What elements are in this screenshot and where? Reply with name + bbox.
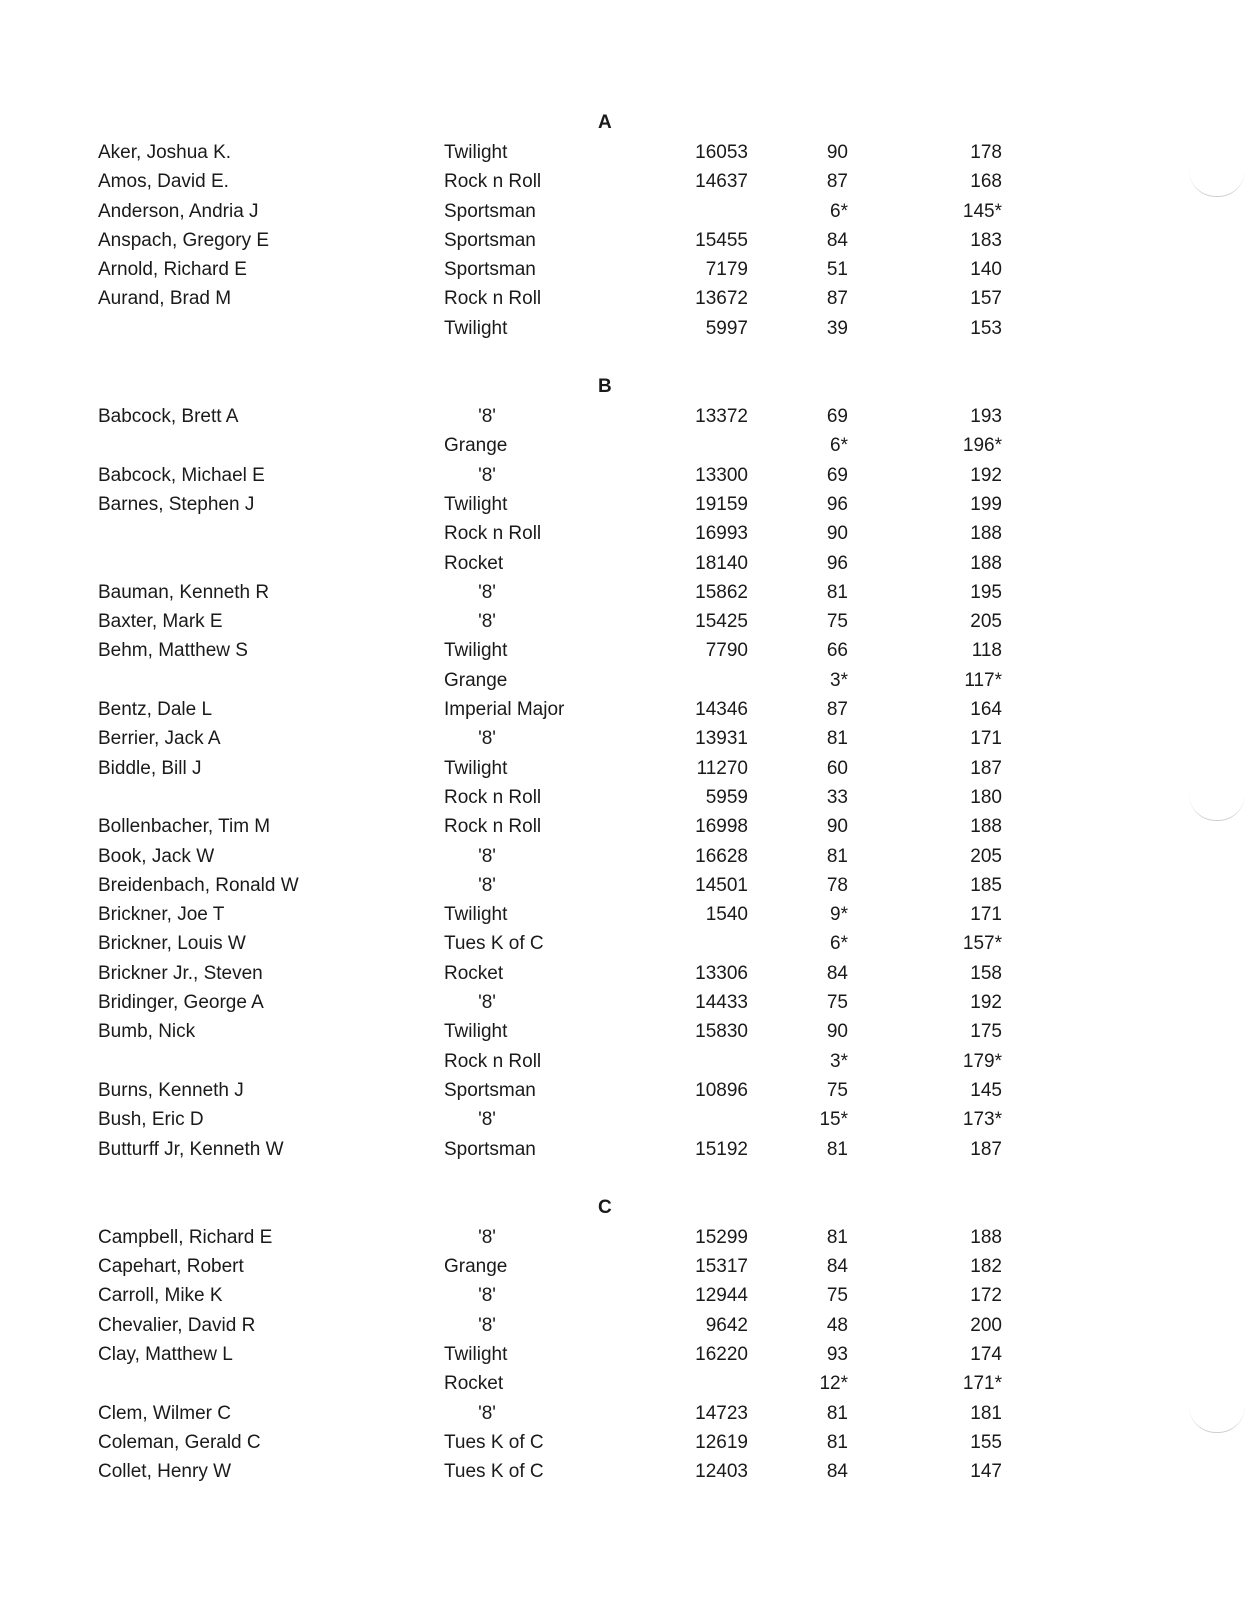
games-count: 90 xyxy=(826,816,848,838)
average: 140 xyxy=(970,259,1002,281)
total-pins: 15455 xyxy=(695,229,748,251)
section-letter: A xyxy=(598,112,612,133)
league-name: '8' xyxy=(478,464,496,486)
games-count: 6* xyxy=(830,200,848,222)
bowler-name: Book, Jack W xyxy=(98,845,215,867)
average: 164 xyxy=(970,699,1002,721)
table-row xyxy=(0,1252,1245,1281)
average: 171 xyxy=(970,904,1002,926)
total-pins: 18140 xyxy=(695,552,748,574)
games-count: 90 xyxy=(826,142,848,163)
league-name: Tues K of C xyxy=(444,1431,544,1453)
average: 173* xyxy=(962,1109,1002,1131)
table-row xyxy=(0,959,1245,988)
average: 180 xyxy=(970,786,1002,808)
average: 157* xyxy=(962,933,1002,955)
games-count: 3* xyxy=(830,669,848,691)
table-row xyxy=(0,666,1245,695)
total-pins: 14637 xyxy=(695,171,748,193)
games-count: 3* xyxy=(830,1050,848,1072)
games-count: 81 xyxy=(826,845,848,867)
bowler-name: Brickner, Louis W xyxy=(98,933,246,955)
average: 118 xyxy=(971,640,1002,662)
average: 157 xyxy=(970,288,1002,310)
total-pins: 14433 xyxy=(695,992,748,1014)
bowler-name: Anderson, Andria J xyxy=(98,200,259,222)
league-name: Rock n Roll xyxy=(444,288,542,310)
bowler-name: Bentz, Dale L xyxy=(98,699,213,721)
league-name: Sportsman xyxy=(444,259,536,281)
games-count: 12* xyxy=(819,1373,848,1395)
league-name: Twilight xyxy=(444,757,508,779)
league-name: Twilight xyxy=(444,1021,508,1043)
bowler-name: Bollenbacher, Tim M xyxy=(98,816,271,838)
table-row xyxy=(0,1076,1245,1105)
bowler-name: Aurand, Brad M xyxy=(98,288,232,310)
average: 200 xyxy=(970,1314,1002,1336)
league-name: Rock n Roll xyxy=(444,786,542,808)
average: 181 xyxy=(970,1402,1002,1424)
bowler-name: Aker, Joshua K. xyxy=(98,142,232,163)
bowler-name: Chevalier, David R xyxy=(98,1314,256,1336)
total-pins: 10896 xyxy=(695,1079,748,1101)
average: 168 xyxy=(970,171,1002,193)
league-name: '8' xyxy=(478,728,496,750)
average: 205 xyxy=(970,845,1002,867)
league-name: '8' xyxy=(478,1285,496,1307)
total-pins: 11270 xyxy=(696,757,748,779)
table-row xyxy=(0,1017,1245,1046)
section-gap xyxy=(0,343,1245,372)
games-count: 75 xyxy=(826,611,848,633)
table-row xyxy=(0,314,1245,343)
total-pins: 9642 xyxy=(705,1314,748,1336)
table-row xyxy=(0,578,1245,607)
games-count: 60 xyxy=(826,757,848,779)
games-count: 75 xyxy=(826,1079,848,1101)
average: 192 xyxy=(970,992,1002,1014)
table-row xyxy=(0,607,1245,636)
total-pins: 15299 xyxy=(695,1226,748,1248)
total-pins: 19159 xyxy=(695,493,748,515)
table-row xyxy=(0,1428,1245,1457)
games-count: 96 xyxy=(826,493,848,515)
bowler-name: Carroll, Mike K xyxy=(98,1285,223,1307)
section-a xyxy=(0,108,1245,372)
total-pins: 15317 xyxy=(695,1256,748,1278)
table-row xyxy=(0,1135,1245,1164)
average: 117* xyxy=(964,669,1002,691)
bowler-name: Campbell, Richard E xyxy=(98,1226,273,1248)
league-name: Rock n Roll xyxy=(444,1050,542,1072)
bowler-name: Babcock, Brett A xyxy=(98,406,239,428)
games-count: 69 xyxy=(826,406,848,428)
average: 145* xyxy=(962,200,1002,222)
league-name: Twilight xyxy=(444,493,508,515)
table-row xyxy=(0,812,1245,841)
sections-container xyxy=(0,108,1245,1486)
total-pins: 7790 xyxy=(705,640,748,662)
league-name: '8' xyxy=(478,1226,496,1248)
games-count: 84 xyxy=(826,229,848,251)
table-row xyxy=(0,929,1245,958)
average: 185 xyxy=(970,874,1002,896)
table-row xyxy=(0,1047,1245,1076)
table-row xyxy=(0,490,1245,519)
league-name: Rocket xyxy=(444,962,504,984)
league-name: '8' xyxy=(478,992,496,1014)
bowler-name: Coleman, Gerald C xyxy=(98,1431,261,1453)
section-b xyxy=(0,372,1245,1193)
total-pins: 16053 xyxy=(695,142,748,163)
league-name: '8' xyxy=(478,581,496,603)
section-letter: C xyxy=(598,1196,612,1218)
table-row xyxy=(0,255,1245,284)
games-count: 33 xyxy=(826,786,848,808)
league-name: Sportsman xyxy=(444,229,536,251)
games-count: 84 xyxy=(826,962,848,984)
league-name: Twilight xyxy=(444,317,508,339)
total-pins: 12619 xyxy=(695,1431,748,1453)
average: 187 xyxy=(970,1138,1002,1160)
section-letter: B xyxy=(598,376,612,398)
average: 175 xyxy=(970,1021,1002,1043)
table-row xyxy=(0,1457,1245,1486)
total-pins: 7179 xyxy=(705,259,748,281)
total-pins: 14723 xyxy=(695,1402,748,1424)
average: 178 xyxy=(970,142,1002,163)
table-row xyxy=(0,1369,1245,1398)
total-pins: 13300 xyxy=(695,464,748,486)
league-name: Tues K of C xyxy=(444,1461,544,1483)
total-pins: 15425 xyxy=(695,611,748,633)
bowler-name: Brickner, Joe T xyxy=(98,904,225,926)
table-row xyxy=(0,226,1245,255)
section-c xyxy=(0,1193,1245,1487)
total-pins: 13306 xyxy=(695,962,748,984)
bowler-name: Burns, Kenneth J xyxy=(98,1079,244,1101)
games-count: 93 xyxy=(826,1343,848,1365)
table-row xyxy=(0,167,1245,196)
total-pins: 14346 xyxy=(695,699,748,721)
games-count: 39 xyxy=(826,317,848,339)
average: 153 xyxy=(970,317,1002,339)
league-name: '8' xyxy=(478,874,496,896)
table-row xyxy=(0,754,1245,783)
league-name: '8' xyxy=(478,611,496,633)
average: 192 xyxy=(970,464,1002,486)
total-pins: 13672 xyxy=(695,288,748,310)
league-name: Twilight xyxy=(444,142,508,163)
table-row xyxy=(0,783,1245,812)
league-name: '8' xyxy=(478,1402,496,1424)
bowler-name: Arnold, Richard E xyxy=(98,259,247,281)
total-pins: 5959 xyxy=(705,786,748,808)
average: 158 xyxy=(970,962,1002,984)
average: 205 xyxy=(970,611,1002,633)
bowler-name: Biddle, Bill J xyxy=(98,757,202,779)
bowler-name: Clem, Wilmer C xyxy=(98,1402,231,1424)
league-name: Sportsman xyxy=(444,200,536,222)
average: 188 xyxy=(970,523,1002,545)
bowler-name: Anspach, Gregory E xyxy=(98,229,270,251)
total-pins: 15862 xyxy=(695,581,748,603)
bowler-name: Babcock, Michael E xyxy=(98,464,265,486)
league-name: Grange xyxy=(444,435,508,457)
league-name: Twilight xyxy=(444,640,508,662)
table-row xyxy=(0,549,1245,578)
bowler-name: Butturff Jr, Kenneth W xyxy=(98,1138,284,1160)
total-pins: 15192 xyxy=(695,1138,748,1160)
total-pins: 16998 xyxy=(695,816,748,838)
average: 188 xyxy=(970,816,1002,838)
bowler-name: Amos, David E. xyxy=(98,171,229,193)
table-row xyxy=(0,1223,1245,1252)
games-count: 81 xyxy=(826,1138,848,1160)
total-pins: 12944 xyxy=(695,1285,748,1307)
table-row xyxy=(0,695,1245,724)
table-row xyxy=(0,1340,1245,1369)
league-name: '8' xyxy=(478,1314,496,1336)
average: 172 xyxy=(970,1285,1002,1307)
games-count: 66 xyxy=(826,640,848,662)
table-row xyxy=(0,842,1245,871)
table-row xyxy=(0,1311,1245,1340)
total-pins: 13931 xyxy=(695,728,748,750)
games-count: 87 xyxy=(826,699,848,721)
games-count: 87 xyxy=(826,288,848,310)
league-name: Rocket xyxy=(444,1373,504,1395)
games-count: 84 xyxy=(826,1256,848,1278)
league-name: Rock n Roll xyxy=(444,816,542,838)
average: 145 xyxy=(970,1079,1002,1101)
games-count: 51 xyxy=(826,259,848,281)
table-row xyxy=(0,871,1245,900)
league-name: Rocket xyxy=(444,552,504,574)
table-row xyxy=(0,461,1245,490)
league-name: Tues K of C xyxy=(444,933,544,955)
league-name: Sportsman xyxy=(444,1079,536,1101)
games-count: 81 xyxy=(826,1402,848,1424)
bowler-name: Behm, Matthew S xyxy=(98,640,248,662)
games-count: 84 xyxy=(826,1461,848,1483)
league-name: Rock n Roll xyxy=(444,523,542,545)
games-count: 81 xyxy=(826,1226,848,1248)
bowler-name: Baxter, Mark E xyxy=(98,611,223,633)
table-row xyxy=(0,900,1245,929)
total-pins: 13372 xyxy=(695,406,748,428)
table-row xyxy=(0,402,1245,431)
bowler-name: Bumb, Nick xyxy=(98,1021,196,1043)
bowler-name: Barnes, Stephen J xyxy=(98,493,255,515)
average: 179* xyxy=(962,1050,1002,1072)
bowler-name: Brickner Jr., Steven xyxy=(98,962,263,984)
total-pins: 15830 xyxy=(695,1021,748,1043)
average: 147 xyxy=(970,1461,1002,1483)
games-count: 87 xyxy=(826,171,848,193)
average: 171* xyxy=(962,1373,1002,1395)
games-count: 90 xyxy=(826,523,848,545)
league-name: '8' xyxy=(478,406,496,428)
average: 188 xyxy=(970,552,1002,574)
bowler-name: Bauman, Kenneth R xyxy=(98,581,270,603)
games-count: 78 xyxy=(826,874,848,896)
average: 196* xyxy=(962,435,1002,457)
average: 187 xyxy=(970,757,1002,779)
league-name: Grange xyxy=(444,1256,508,1278)
average: 193 xyxy=(970,406,1002,428)
table-row xyxy=(0,724,1245,753)
games-count: 75 xyxy=(826,1285,848,1307)
games-count: 81 xyxy=(826,728,848,750)
league-name: Twilight xyxy=(444,904,508,926)
games-count: 81 xyxy=(826,1431,848,1453)
table-row xyxy=(0,138,1245,167)
bowler-name: Bush, Eric D xyxy=(98,1109,204,1131)
table-row xyxy=(0,431,1245,460)
table-row xyxy=(0,636,1245,665)
total-pins: 12403 xyxy=(695,1461,748,1483)
league-name: Sportsman xyxy=(444,1138,536,1160)
average: 174 xyxy=(970,1343,1002,1365)
average: 171 xyxy=(970,728,1002,750)
bowler-name: Collet, Henry W xyxy=(98,1461,232,1483)
games-count: 6* xyxy=(830,435,848,457)
total-pins: 16220 xyxy=(695,1343,748,1365)
average: 195 xyxy=(970,581,1002,603)
games-count: 15* xyxy=(819,1109,848,1131)
table-row xyxy=(0,284,1245,313)
total-pins: 5997 xyxy=(705,317,748,339)
average: 155 xyxy=(970,1431,1002,1453)
bowler-name: Clay, Matthew L xyxy=(98,1343,233,1365)
table-row xyxy=(0,519,1245,548)
bowler-name: Berrier, Jack A xyxy=(98,728,221,750)
total-pins: 1540 xyxy=(705,904,748,926)
league-name: Imperial Major xyxy=(444,699,565,721)
league-name: Grange xyxy=(444,669,508,691)
games-count: 90 xyxy=(826,1021,848,1043)
average: 183 xyxy=(970,229,1002,251)
games-count: 81 xyxy=(826,581,848,603)
bowler-name: Bridinger, George A xyxy=(98,992,264,1014)
league-name: Twilight xyxy=(444,1343,508,1365)
games-count: 96 xyxy=(826,552,848,574)
league-name: '8' xyxy=(478,1109,496,1131)
table-row xyxy=(0,988,1245,1017)
total-pins: 16993 xyxy=(695,523,748,545)
table-row xyxy=(0,197,1245,226)
total-pins: 16628 xyxy=(695,845,748,867)
games-count: 48 xyxy=(826,1314,848,1336)
bowler-name: Capehart, Robert xyxy=(98,1256,244,1278)
league-name: '8' xyxy=(478,845,496,867)
games-count: 69 xyxy=(826,464,848,486)
average: 182 xyxy=(970,1256,1002,1278)
average: 188 xyxy=(970,1226,1002,1248)
games-count: 75 xyxy=(826,992,848,1014)
table-row xyxy=(0,1105,1245,1134)
games-count: 9* xyxy=(830,904,848,926)
games-count: 6* xyxy=(830,933,848,955)
league-name: Rock n Roll xyxy=(444,171,542,193)
table-row xyxy=(0,1281,1245,1310)
average: 199 xyxy=(970,493,1002,515)
section-gap xyxy=(0,1164,1245,1193)
total-pins: 14501 xyxy=(695,874,748,896)
top-margin xyxy=(0,0,1245,108)
bowler-name: Breidenbach, Ronald W xyxy=(98,874,299,896)
table-row xyxy=(0,1399,1245,1428)
